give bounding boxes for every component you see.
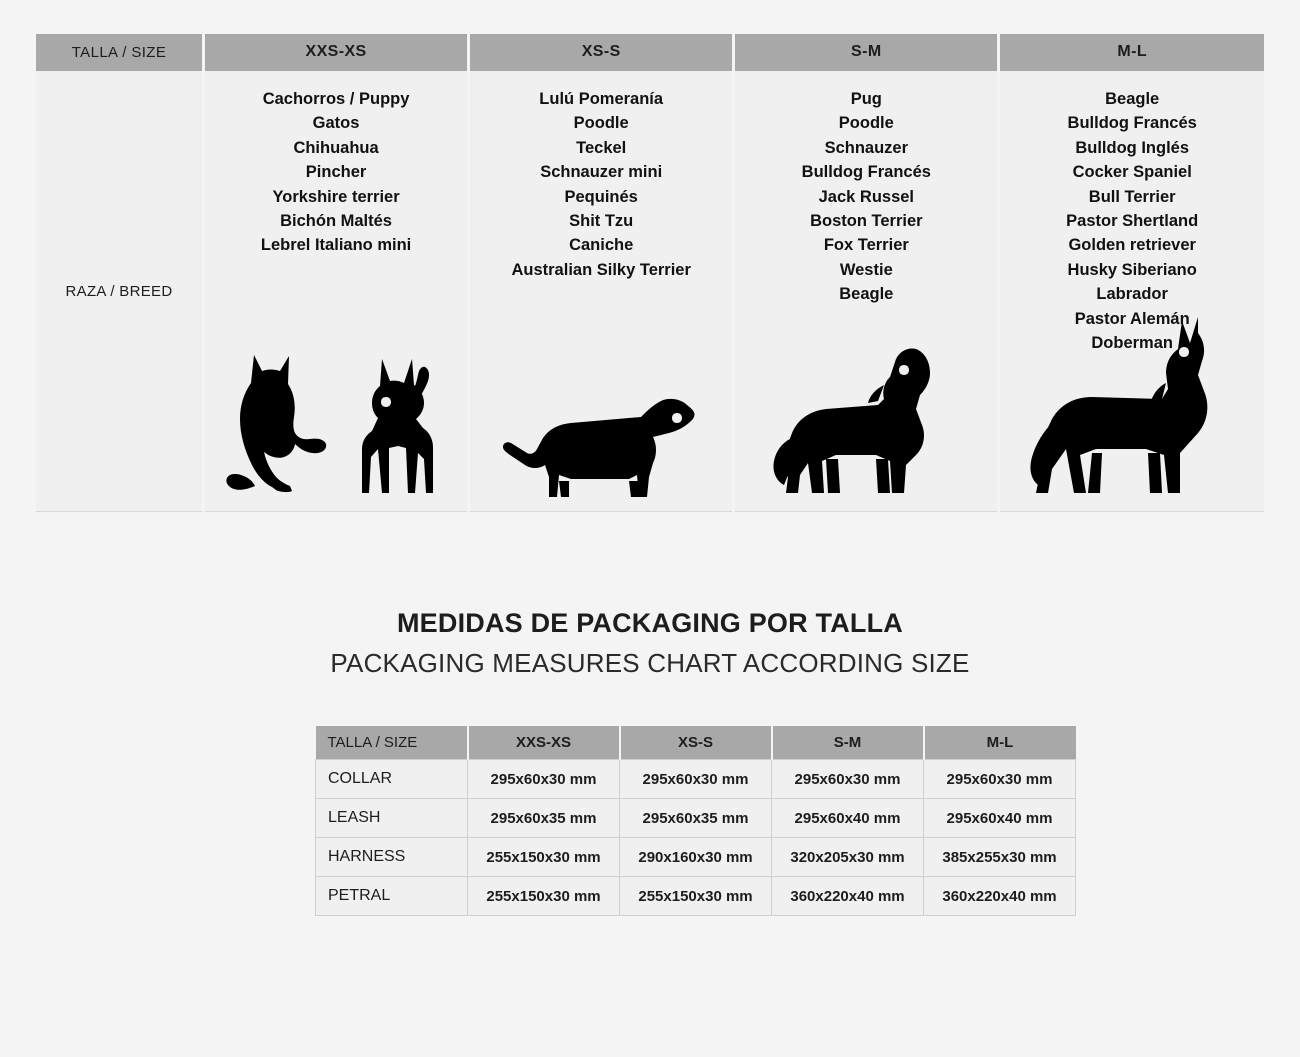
breed-header-xxs-xs: XXS-XS bbox=[204, 34, 469, 71]
breed-item: Westie bbox=[839, 260, 893, 279]
packaging-cell: 295x60x35 mm bbox=[620, 799, 772, 838]
breed-item: Pastor Alemán bbox=[1074, 309, 1190, 328]
packaging-cell: 255x150x30 mm bbox=[620, 877, 772, 916]
packaging-subtitle: PACKAGING MEASURES CHART ACCORDING SIZE bbox=[330, 648, 970, 678]
breed-item: Chihuahua bbox=[293, 138, 379, 157]
breed-row-label: RAZA / BREED bbox=[36, 71, 204, 512]
breed-item: Bulldog Inglés bbox=[1075, 138, 1190, 157]
breed-table-header-row bbox=[36, 34, 1264, 71]
packaging-cell: 360x220x40 mm bbox=[924, 877, 1076, 916]
breed-cell-xs-s bbox=[469, 71, 734, 512]
packaging-measures-table bbox=[315, 726, 1076, 916]
breed-size-table bbox=[36, 34, 1264, 512]
breed-item: Pastor Shertland bbox=[1066, 212, 1199, 231]
breed-table-row bbox=[36, 71, 1264, 512]
table-row bbox=[316, 760, 1076, 799]
breed-item: Labrador bbox=[1096, 285, 1168, 304]
packaging-cell: 295x60x30 mm bbox=[924, 760, 1076, 799]
breed-item: Schnauzer bbox=[824, 138, 909, 157]
breed-item: Beagle bbox=[839, 285, 894, 304]
breed-item: Lulú Pomeranía bbox=[539, 90, 664, 108]
breed-header-s-m: S-M bbox=[734, 34, 999, 71]
packaging-header-m-l: M-L bbox=[924, 726, 1076, 760]
packaging-cell: 255x150x30 mm bbox=[468, 877, 620, 916]
doberman-silhouette bbox=[1022, 313, 1242, 503]
packaging-cell: 295x60x35 mm bbox=[468, 799, 620, 838]
breed-list-xs-s bbox=[470, 71, 732, 282]
breed-item: Pequinés bbox=[564, 187, 638, 206]
breed-item: Australian Silky Terrier bbox=[511, 260, 691, 279]
breed-item: Pug bbox=[850, 90, 882, 108]
breed-item: Schnauzer mini bbox=[540, 163, 663, 182]
breed-item: Boston Terrier bbox=[810, 212, 923, 231]
breed-header-size: TALLA / SIZE bbox=[36, 34, 204, 71]
packaging-cell: 290x160x30 mm bbox=[620, 838, 772, 877]
breed-item: Shit Tzu bbox=[569, 212, 634, 231]
cat-silhouette bbox=[218, 353, 328, 503]
table-row bbox=[316, 877, 1076, 916]
breed-header-xs-s: XS-S bbox=[469, 34, 734, 71]
breed-item: Cocker Spaniel bbox=[1072, 163, 1192, 182]
packaging-cell: 385x255x30 mm bbox=[924, 838, 1076, 877]
silhouette-group-xxs-xs bbox=[205, 333, 467, 503]
breed-list-xxs-xs bbox=[205, 71, 467, 258]
breed-item: Poodle bbox=[838, 114, 894, 133]
silhouette-group-m-l bbox=[1000, 333, 1264, 503]
breed-item: Poodle bbox=[573, 114, 629, 133]
breed-item: Bull Terrier bbox=[1088, 187, 1176, 206]
packaging-cell: 295x60x30 mm bbox=[468, 760, 620, 799]
breed-item: Golden retriever bbox=[1068, 236, 1196, 255]
breed-item: Caniche bbox=[569, 236, 634, 255]
breed-item: Teckel bbox=[576, 138, 627, 157]
breed-item: Bulldog Francés bbox=[801, 163, 931, 182]
breed-item: Beagle bbox=[1105, 90, 1160, 108]
silhouette-group-xs-s bbox=[470, 333, 732, 503]
breed-item: Lebrel Italiano mini bbox=[260, 236, 412, 255]
breed-item: Pincher bbox=[305, 163, 367, 182]
packaging-row-label-collar: COLLAR bbox=[316, 760, 468, 799]
breed-header-m-l: M-L bbox=[999, 34, 1264, 71]
breed-item: Gatos bbox=[312, 114, 360, 133]
breed-item: Jack Russel bbox=[818, 187, 915, 206]
packaging-header-size: TALLA / SIZE bbox=[316, 726, 468, 760]
packaging-cell: 320x205x30 mm bbox=[772, 838, 924, 877]
breed-item: Doberman bbox=[1091, 334, 1173, 353]
packaging-header-row bbox=[316, 726, 1076, 760]
breed-item: Cachorros / Puppy bbox=[262, 90, 410, 108]
packaging-title: MEDIDAS DE PACKAGING POR TALLA bbox=[396, 608, 903, 638]
chihuahua-silhouette bbox=[338, 353, 454, 503]
packaging-cell: 295x60x40 mm bbox=[772, 799, 924, 838]
packaging-header-xxs-xs: XXS-XS bbox=[468, 726, 620, 760]
dachshund-silhouette bbox=[501, 393, 701, 503]
packaging-row-label-leash: LEASH bbox=[316, 799, 468, 838]
packaging-cell: 295x60x40 mm bbox=[924, 799, 1076, 838]
breed-cell-xxs-xs bbox=[204, 71, 469, 512]
silhouette-group-s-m bbox=[735, 333, 997, 503]
packaging-cell: 360x220x40 mm bbox=[772, 877, 924, 916]
breed-cell-s-m bbox=[734, 71, 999, 512]
table-row bbox=[316, 838, 1076, 877]
packaging-cell: 295x60x30 mm bbox=[620, 760, 772, 799]
packaging-row-label-petral: PETRAL bbox=[316, 877, 468, 916]
packaging-cell: 255x150x30 mm bbox=[468, 838, 620, 877]
breed-list-s-m bbox=[735, 71, 997, 307]
packaging-header-xs-s: XS-S bbox=[620, 726, 772, 760]
breed-item: Husky Siberiano bbox=[1067, 260, 1197, 279]
packaging-row-label-harness: HARNESS bbox=[316, 838, 468, 877]
breed-cell-m-l bbox=[999, 71, 1264, 512]
packaging-header-s-m: S-M bbox=[772, 726, 924, 760]
breed-item: Yorkshire terrier bbox=[272, 187, 400, 206]
packaging-cell: 295x60x30 mm bbox=[772, 760, 924, 799]
schnauzer-silhouette bbox=[766, 343, 966, 503]
breed-item: Fox Terrier bbox=[823, 236, 909, 255]
breed-item: Bichón Maltés bbox=[280, 212, 392, 231]
table-row bbox=[316, 799, 1076, 838]
breed-item: Bulldog Francés bbox=[1067, 114, 1197, 133]
